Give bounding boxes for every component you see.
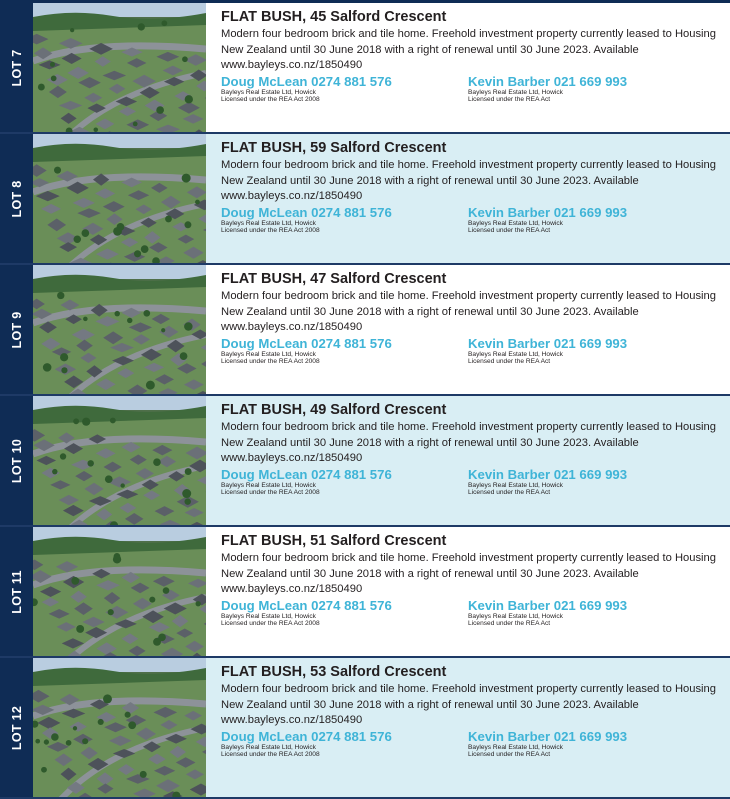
agent-company: Bayleys Real Estate Ltd, Howick [468, 744, 627, 752]
agent-company: Bayleys Real Estate Ltd, Howick [468, 89, 627, 97]
agent-kevin-barber [468, 730, 627, 759]
agent-contact[interactable]: Doug McLean 0274 881 576 [221, 206, 392, 220]
agent-kevin-barber [468, 599, 627, 628]
agent-contact[interactable]: Kevin Barber 021 669 993 [468, 599, 627, 613]
aerial-photo [33, 265, 206, 394]
agent-licence: Licensed under the REA Act [468, 489, 627, 497]
lot-title: FLAT BUSH, 59 Salford Crescent [221, 140, 721, 157]
agent-contacts [221, 75, 721, 111]
lot-row [0, 265, 730, 396]
aerial-photo [33, 3, 206, 132]
agent-contact[interactable]: Doug McLean 0274 881 576 [221, 730, 392, 744]
aerial-photo [33, 134, 206, 263]
lot-url[interactable]: www.bayleys.co.nz/1850490 [221, 582, 721, 598]
lot-number: LOT 12 [10, 705, 24, 749]
lot-row [0, 527, 730, 658]
agent-company: Bayleys Real Estate Ltd, Howick [468, 351, 627, 359]
agent-doug-mclean [221, 206, 392, 235]
agent-kevin-barber [468, 206, 627, 235]
agent-licence: Licensed under the REA Act [468, 751, 627, 759]
agent-contact[interactable]: Kevin Barber 021 669 993 [468, 730, 627, 744]
agent-licence: Licensed under the REA Act [468, 227, 627, 235]
agent-contact[interactable]: Kevin Barber 021 669 993 [468, 337, 627, 351]
agent-doug-mclean [221, 730, 392, 759]
lot-url[interactable]: www.bayleys.co.nz/1850490 [221, 713, 721, 729]
lot-url[interactable]: www.bayleys.co.nz/1850490 [221, 451, 721, 467]
lot-description: Modern four bedroom brick and tile home. Freehold investment property currently leased to Housing New Zealand until 30 June 2018 with a right of renewal until 30 June 2023. Available [221, 551, 721, 582]
lot-number: LOT 9 [10, 311, 24, 348]
lot-number: LOT 11 [10, 570, 24, 613]
agent-licence: Licensed under the REA Act 2008 [221, 751, 392, 759]
agent-contact[interactable]: Doug McLean 0274 881 576 [221, 599, 392, 613]
agent-contact[interactable]: Doug McLean 0274 881 576 [221, 337, 392, 351]
agent-contacts [221, 730, 721, 766]
agent-licence: Licensed under the REA Act 2008 [221, 620, 392, 628]
lot-info [221, 271, 721, 373]
lot-row [0, 396, 730, 527]
agent-doug-mclean [221, 337, 392, 366]
agent-contact[interactable]: Kevin Barber 021 669 993 [468, 75, 627, 89]
lot-description: Modern four bedroom brick and tile home. Freehold investment property currently leased to Housing New Zealand until 30 June 2018 with a right of renewal until 30 June 2023. Available [221, 289, 721, 320]
lot-description: Modern four bedroom brick and tile home. Freehold investment property currently leased to Housing New Zealand until 30 June 2018 with a right of renewal until 30 June 2023. Available [221, 682, 721, 713]
lot-info [221, 664, 721, 766]
lot-title: FLAT BUSH, 45 Salford Crescent [221, 9, 721, 26]
lot-number-bar [0, 527, 33, 656]
agent-contact[interactable]: Kevin Barber 021 669 993 [468, 206, 627, 220]
agent-company: Bayleys Real Estate Ltd, Howick [221, 482, 392, 490]
agent-doug-mclean [221, 75, 392, 104]
agent-licence: Licensed under the REA Act [468, 96, 627, 104]
lot-number-bar [0, 396, 33, 525]
lot-number-bar [0, 3, 33, 132]
lot-url[interactable]: www.bayleys.co.nz/1850490 [221, 320, 721, 336]
agent-licence: Licensed under the REA Act 2008 [221, 227, 392, 235]
lot-description: Modern four bedroom brick and tile home. Freehold investment property currently leased to Housing New Zealand until 30 June 2018 with a right of renewal until 30 June 2023. Available [221, 420, 721, 451]
agent-contact[interactable]: Kevin Barber 021 669 993 [468, 468, 627, 482]
lot-number: LOT 7 [10, 49, 24, 86]
agent-company: Bayleys Real Estate Ltd, Howick [468, 220, 627, 228]
lot-row [0, 658, 730, 799]
lot-title: FLAT BUSH, 47 Salford Crescent [221, 271, 721, 288]
lot-title: FLAT BUSH, 49 Salford Crescent [221, 402, 721, 419]
agent-doug-mclean [221, 468, 392, 497]
agent-contacts [221, 206, 721, 242]
lot-info [221, 9, 721, 111]
lot-number-bar [0, 265, 33, 394]
agent-company: Bayleys Real Estate Ltd, Howick [221, 351, 392, 359]
lot-title: FLAT BUSH, 51 Salford Crescent [221, 533, 721, 550]
agent-kevin-barber [468, 468, 627, 497]
lot-description: Modern four bedroom brick and tile home. Freehold investment property currently leased to Housing New Zealand until 30 June 2018 with a right of renewal until 30 June 2023. Available [221, 158, 721, 189]
agent-company: Bayleys Real Estate Ltd, Howick [221, 220, 392, 228]
agent-kevin-barber [468, 337, 627, 366]
lot-url[interactable]: www.bayleys.co.nz/1850490 [221, 58, 721, 74]
lot-row [0, 134, 730, 265]
agent-licence: Licensed under the REA Act [468, 358, 627, 366]
agent-licence: Licensed under the REA Act 2008 [221, 96, 392, 104]
lot-row [0, 3, 730, 134]
agent-contacts [221, 468, 721, 504]
lot-number-bar [0, 134, 33, 263]
lot-url[interactable]: www.bayleys.co.nz/1850490 [221, 189, 721, 205]
aerial-photo [33, 396, 206, 525]
agent-company: Bayleys Real Estate Ltd, Howick [221, 613, 392, 621]
agent-company: Bayleys Real Estate Ltd, Howick [468, 482, 627, 490]
aerial-photo [33, 527, 206, 656]
agent-company: Bayleys Real Estate Ltd, Howick [468, 613, 627, 621]
agent-contacts [221, 599, 721, 635]
lot-description: Modern four bedroom brick and tile home. Freehold investment property currently leased to Housing New Zealand until 30 June 2018 with a right of renewal until 30 June 2023. Available [221, 27, 721, 58]
lot-title: FLAT BUSH, 53 Salford Crescent [221, 664, 721, 681]
lot-info [221, 140, 721, 242]
agent-kevin-barber [468, 75, 627, 104]
lot-info [221, 402, 721, 504]
lot-number: LOT 10 [10, 438, 24, 482]
lot-info [221, 533, 721, 635]
lot-number: LOT 8 [10, 180, 24, 217]
agent-licence: Licensed under the REA Act [468, 620, 627, 628]
agent-company: Bayleys Real Estate Ltd, Howick [221, 744, 392, 752]
agent-doug-mclean [221, 599, 392, 628]
agent-contacts [221, 337, 721, 373]
lot-number-bar [0, 658, 33, 797]
agent-contact[interactable]: Doug McLean 0274 881 576 [221, 75, 392, 89]
agent-contact[interactable]: Doug McLean 0274 881 576 [221, 468, 392, 482]
agent-licence: Licensed under the REA Act 2008 [221, 358, 392, 366]
agent-company: Bayleys Real Estate Ltd, Howick [221, 89, 392, 97]
agent-licence: Licensed under the REA Act 2008 [221, 489, 392, 497]
aerial-photo [33, 658, 206, 797]
